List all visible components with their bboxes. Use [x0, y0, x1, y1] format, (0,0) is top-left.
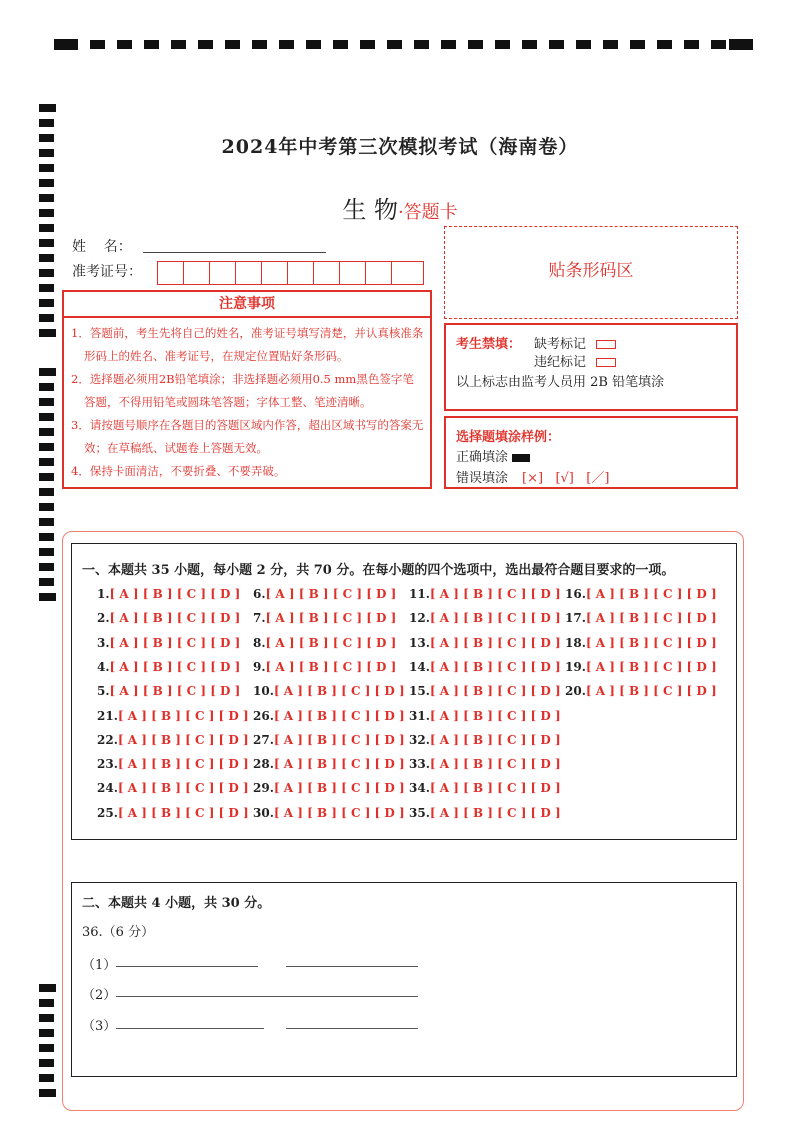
timing-mark	[39, 1074, 54, 1082]
question-33[interactable]	[409, 757, 561, 771]
question-number: 25.	[97, 805, 118, 820]
timing-mark	[39, 984, 56, 992]
correct-label: 正确填涂	[456, 450, 509, 465]
answer-options[interactable]: [ A ] [ B ] [ C ] [ D ]	[429, 757, 561, 772]
question-number: 8.	[253, 635, 266, 650]
part-1-line-b[interactable]	[286, 966, 418, 967]
answer-options[interactable]: [ A ] [ B ] [ C ] [ D ]	[273, 781, 405, 796]
answer-options[interactable]: [ A ] [ B ] [ C ] [ D ]	[429, 659, 561, 674]
forbidden-note: 以上标志由监考人员用 2B 铅笔填涂	[456, 375, 665, 390]
question-27[interactable]	[253, 733, 405, 747]
part-2-label: （2）	[82, 988, 117, 1003]
absent-label: 缺考标记	[534, 337, 587, 352]
answer-options[interactable]: [ A ] [ B ] [ C ] [ D ]	[273, 684, 405, 699]
answer-options[interactable]: [ A ] [ B ] [ C ] [ D ]	[117, 732, 249, 747]
id-label: 准考证号：	[72, 264, 142, 280]
correct-row	[456, 446, 530, 465]
question-12[interactable]	[409, 611, 561, 625]
question-number: 11.	[409, 587, 430, 601]
answer-options[interactable]: [ A ] [ B ] [ C ] [ D ]	[109, 635, 241, 650]
part-3-label: （3）	[82, 1019, 117, 1034]
timing-mark	[39, 1044, 54, 1052]
answer-options[interactable]: [ A ] [ B ] [ C ] [ D ]	[273, 757, 405, 772]
question-32[interactable]	[409, 733, 561, 747]
timing-mark	[39, 428, 54, 436]
question-number: 3.	[97, 635, 110, 650]
question-number: 7.	[253, 611, 266, 626]
timing-mark	[39, 1014, 54, 1022]
answer-options[interactable]: [ A ] [ B ] [ C ] [ D ]	[429, 611, 561, 626]
notice-item-4: 4．保持卡面清洁，不要折叠、不要弄破。	[71, 464, 286, 478]
question-14[interactable]	[409, 660, 561, 674]
answer-options[interactable]: [ A ] [ B ] [ C ] [ D ]	[429, 781, 561, 796]
answer-options[interactable]: [ A ] [ B ] [ C ] [ D ]	[429, 732, 561, 747]
question-number: 12.	[409, 611, 430, 626]
timing-mark	[39, 239, 54, 247]
question-number: 33.	[409, 757, 430, 772]
part-3-line-b[interactable]	[286, 1028, 418, 1029]
timing-mark	[39, 224, 54, 232]
subject-name: 生 物	[342, 196, 398, 224]
forbidden-box	[444, 323, 738, 411]
question-number: 16.	[565, 587, 586, 601]
forbidden-title: 考生禁填：	[456, 337, 522, 352]
q36-label: 36.（6 分）	[82, 925, 155, 940]
timing-mark	[39, 329, 56, 337]
timing-mark	[39, 548, 54, 556]
timing-mark	[39, 119, 54, 127]
question-number: 6.	[253, 587, 266, 601]
notice-title: 注意事项	[64, 292, 430, 318]
id-number-boxes[interactable]	[157, 261, 424, 285]
answer-options[interactable]: [ A ] [ B ] [ C ] [ D ]	[109, 611, 241, 626]
timing-mark	[39, 458, 54, 466]
question-number: 24.	[97, 781, 118, 796]
name-label: 姓 名：	[72, 239, 132, 255]
question-29[interactable]	[253, 781, 405, 795]
answer-options[interactable]: [ A ] [ B ] [ C ] [ D ]	[429, 635, 561, 650]
question-number: 5.	[97, 684, 110, 699]
question-number: 1.	[97, 587, 110, 601]
answer-options[interactable]: [ A ] [ B ] [ C ] [ D ]	[273, 805, 405, 820]
answer-options[interactable]: [ A ] [ B ] [ C ] [ D ]	[265, 659, 397, 674]
question-number: 35.	[409, 805, 430, 820]
question-8[interactable]	[253, 636, 396, 650]
question-number: 4.	[97, 659, 110, 674]
part-3-line-a[interactable]	[116, 1028, 264, 1029]
timing-mark	[39, 503, 54, 511]
question-25[interactable]	[97, 806, 249, 820]
part-1-label: （1）	[82, 958, 117, 973]
timing-mark	[39, 269, 54, 277]
answer-options[interactable]: [ A ] [ B ] [ C ] [ D ]	[109, 659, 241, 674]
timing-mark	[39, 164, 54, 172]
section1-heading: 一、本题共 35 小题，每小题 2 分，共 70 分。在每小题的四个选项中，选出最符合题目要求的一项。	[82, 563, 675, 578]
question-15[interactable]	[409, 684, 561, 698]
question-9[interactable]	[253, 660, 396, 674]
question-number: 13.	[409, 635, 430, 650]
question-17[interactable]	[565, 611, 717, 625]
answer-options[interactable]: [ A ] [ B ] [ C ] [ D ]	[585, 587, 717, 601]
timing-mark	[39, 443, 54, 451]
question-31[interactable]	[409, 709, 561, 723]
timing-mark	[39, 533, 54, 541]
answer-options[interactable]: [ A ] [ B ] [ C ] [ D ]	[585, 659, 717, 674]
timing-mark	[39, 383, 54, 391]
answer-options[interactable]: [ A ] [ B ] [ C ] [ D ]	[109, 587, 241, 601]
question-2[interactable]	[97, 611, 240, 625]
answer-options[interactable]: [ A ] [ B ] [ C ] [ D ]	[429, 587, 561, 601]
question-23[interactable]	[97, 757, 249, 771]
sample-box	[444, 416, 738, 489]
question-number: 19.	[565, 659, 586, 674]
question-number: 30.	[253, 805, 274, 820]
timing-mark	[39, 563, 54, 571]
wrong-label: 错误填涂	[456, 471, 509, 486]
part-2-line[interactable]	[116, 996, 418, 997]
question-3[interactable]	[97, 636, 240, 650]
timing-mark	[39, 518, 54, 526]
question-7[interactable]	[253, 611, 396, 625]
absent-checkbox[interactable]	[596, 340, 616, 349]
wrong-row	[456, 467, 609, 486]
answer-options[interactable]: [ A ] [ B ] [ C ] [ D ]	[265, 635, 397, 650]
question-number: 15.	[409, 684, 430, 699]
answer-options[interactable]: [ A ] [ B ] [ C ] [ D ]	[273, 708, 405, 723]
question-number: 9.	[253, 659, 266, 674]
question-1[interactable]	[97, 587, 240, 601]
question-number: 27.	[253, 732, 274, 747]
answer-options[interactable]: [ A ] [ B ] [ C ] [ D ]	[117, 708, 249, 723]
notice-item-2: 2．选择题必须用2B铅笔填涂；非选择题必须用0.5 mm黑色签字笔答题，不得用铅笔或圆珠笔答题；字体工整、笔迹清晰。	[71, 372, 414, 409]
question-number: 29.	[253, 781, 274, 796]
timing-mark	[39, 578, 54, 586]
answer-options[interactable]: [ A ] [ B ] [ C ] [ D ]	[117, 805, 249, 820]
subject-suffix: ·答题卡	[397, 202, 458, 223]
question-10[interactable]	[253, 684, 405, 698]
answer-options[interactable]: [ A ] [ B ] [ C ] [ D ]	[585, 635, 717, 650]
question-number: 2.	[97, 611, 110, 626]
question-28[interactable]	[253, 757, 405, 771]
timing-mark	[39, 413, 54, 421]
timing-mark	[39, 488, 54, 496]
wrong-marks: [×] [√] [／]	[522, 471, 610, 486]
question-number: 14.	[409, 659, 430, 674]
question-20[interactable]	[565, 684, 717, 698]
name-field[interactable]	[143, 252, 326, 253]
timing-mark	[39, 284, 54, 292]
question-number: 34.	[409, 781, 430, 796]
timing-mark	[39, 104, 56, 112]
question-number: 17.	[565, 611, 586, 626]
question-number: 20.	[565, 684, 586, 699]
question-22[interactable]	[97, 733, 249, 747]
timing-mark	[39, 473, 54, 481]
answer-options[interactable]: [ A ] [ B ] [ C ] [ D ]	[117, 757, 249, 772]
timing-mark	[39, 179, 54, 187]
timing-mark	[39, 999, 54, 1007]
question-number: 26.	[253, 708, 274, 723]
answer-options[interactable]: [ A ] [ B ] [ C ] [ D ]	[585, 684, 717, 699]
sample-title: 选择题填涂样例：	[456, 430, 561, 445]
question-26[interactable]	[253, 709, 405, 723]
question-11[interactable]	[409, 587, 561, 601]
question-24[interactable]	[97, 781, 249, 795]
notice-box	[62, 290, 432, 489]
question-number: 23.	[97, 757, 118, 772]
notice-item-3: 3．请按题号顺序在各题目的答题区域内作答，超出区域书写的答案无效；在草稿纸、试题卷上答题无效。	[71, 418, 424, 455]
section2-heading: 二、本题共 4 小题，共 30 分。	[82, 896, 271, 911]
question-number: 22.	[97, 732, 118, 747]
answer-options[interactable]: [ A ] [ B ] [ C ] [ D ]	[265, 611, 397, 626]
answer-options[interactable]: [ A ] [ B ] [ C ] [ D ]	[109, 684, 241, 699]
answer-options[interactable]: [ A ] [ B ] [ C ] [ D ]	[429, 708, 561, 723]
section-open	[71, 882, 737, 1077]
timing-mark	[39, 368, 56, 376]
violation-checkbox[interactable]	[596, 358, 616, 367]
timing-mark	[39, 314, 54, 322]
timing-mark	[39, 593, 56, 601]
subject-title	[0, 190, 800, 225]
timing-mark	[39, 299, 54, 307]
timing-mark	[39, 398, 54, 406]
question-30[interactable]	[253, 806, 405, 820]
question-35[interactable]	[409, 806, 561, 820]
question-number: 32.	[409, 732, 430, 747]
notice-item-1: 1．答题前，考生先将自己的姓名，准考证号填写清楚，并认真核准条形码上的姓名、准考证号，在规定位置贴好条形码。	[71, 326, 424, 363]
part-1-line-a[interactable]	[116, 966, 258, 967]
timing-mark	[39, 1029, 54, 1037]
barcode-area: 贴条形码区	[444, 226, 738, 319]
question-number: 31.	[409, 708, 430, 723]
timing-mark	[39, 1089, 56, 1097]
question-19[interactable]	[565, 660, 717, 674]
answer-options[interactable]: [ A ] [ B ] [ C ] [ D ]	[429, 805, 561, 820]
answer-options[interactable]: [ A ] [ B ] [ C ] [ D ]	[265, 587, 397, 601]
question-4[interactable]	[97, 660, 240, 674]
answer-options[interactable]: [ A ] [ B ] [ C ] [ D ]	[273, 732, 405, 747]
absent-mark-row	[534, 333, 616, 352]
violation-mark-row	[534, 351, 616, 370]
violation-label: 违纪标记	[534, 355, 587, 370]
question-5[interactable]	[97, 684, 240, 698]
question-number: 21.	[97, 708, 118, 723]
answer-options[interactable]: [ A ] [ B ] [ C ] [ D ]	[585, 611, 717, 626]
question-6[interactable]	[253, 587, 396, 601]
answer-options[interactable]: [ A ] [ B ] [ C ] [ D ]	[117, 781, 249, 796]
filled-mark-icon	[512, 454, 530, 462]
question-number: 18.	[565, 635, 586, 650]
question-number: 28.	[253, 757, 274, 772]
timing-mark	[39, 254, 54, 262]
page-title: 2024年中考第三次模拟考试（海南卷）	[221, 136, 579, 158]
question-13[interactable]	[409, 636, 561, 650]
question-number: 10.	[253, 684, 274, 699]
question-21[interactable]	[97, 709, 249, 723]
question-18[interactable]	[565, 636, 717, 650]
question-34[interactable]	[409, 781, 561, 795]
timing-mark	[39, 1059, 54, 1067]
answer-options[interactable]: [ A ] [ B ] [ C ] [ D ]	[429, 684, 561, 699]
question-16[interactable]	[565, 587, 717, 601]
